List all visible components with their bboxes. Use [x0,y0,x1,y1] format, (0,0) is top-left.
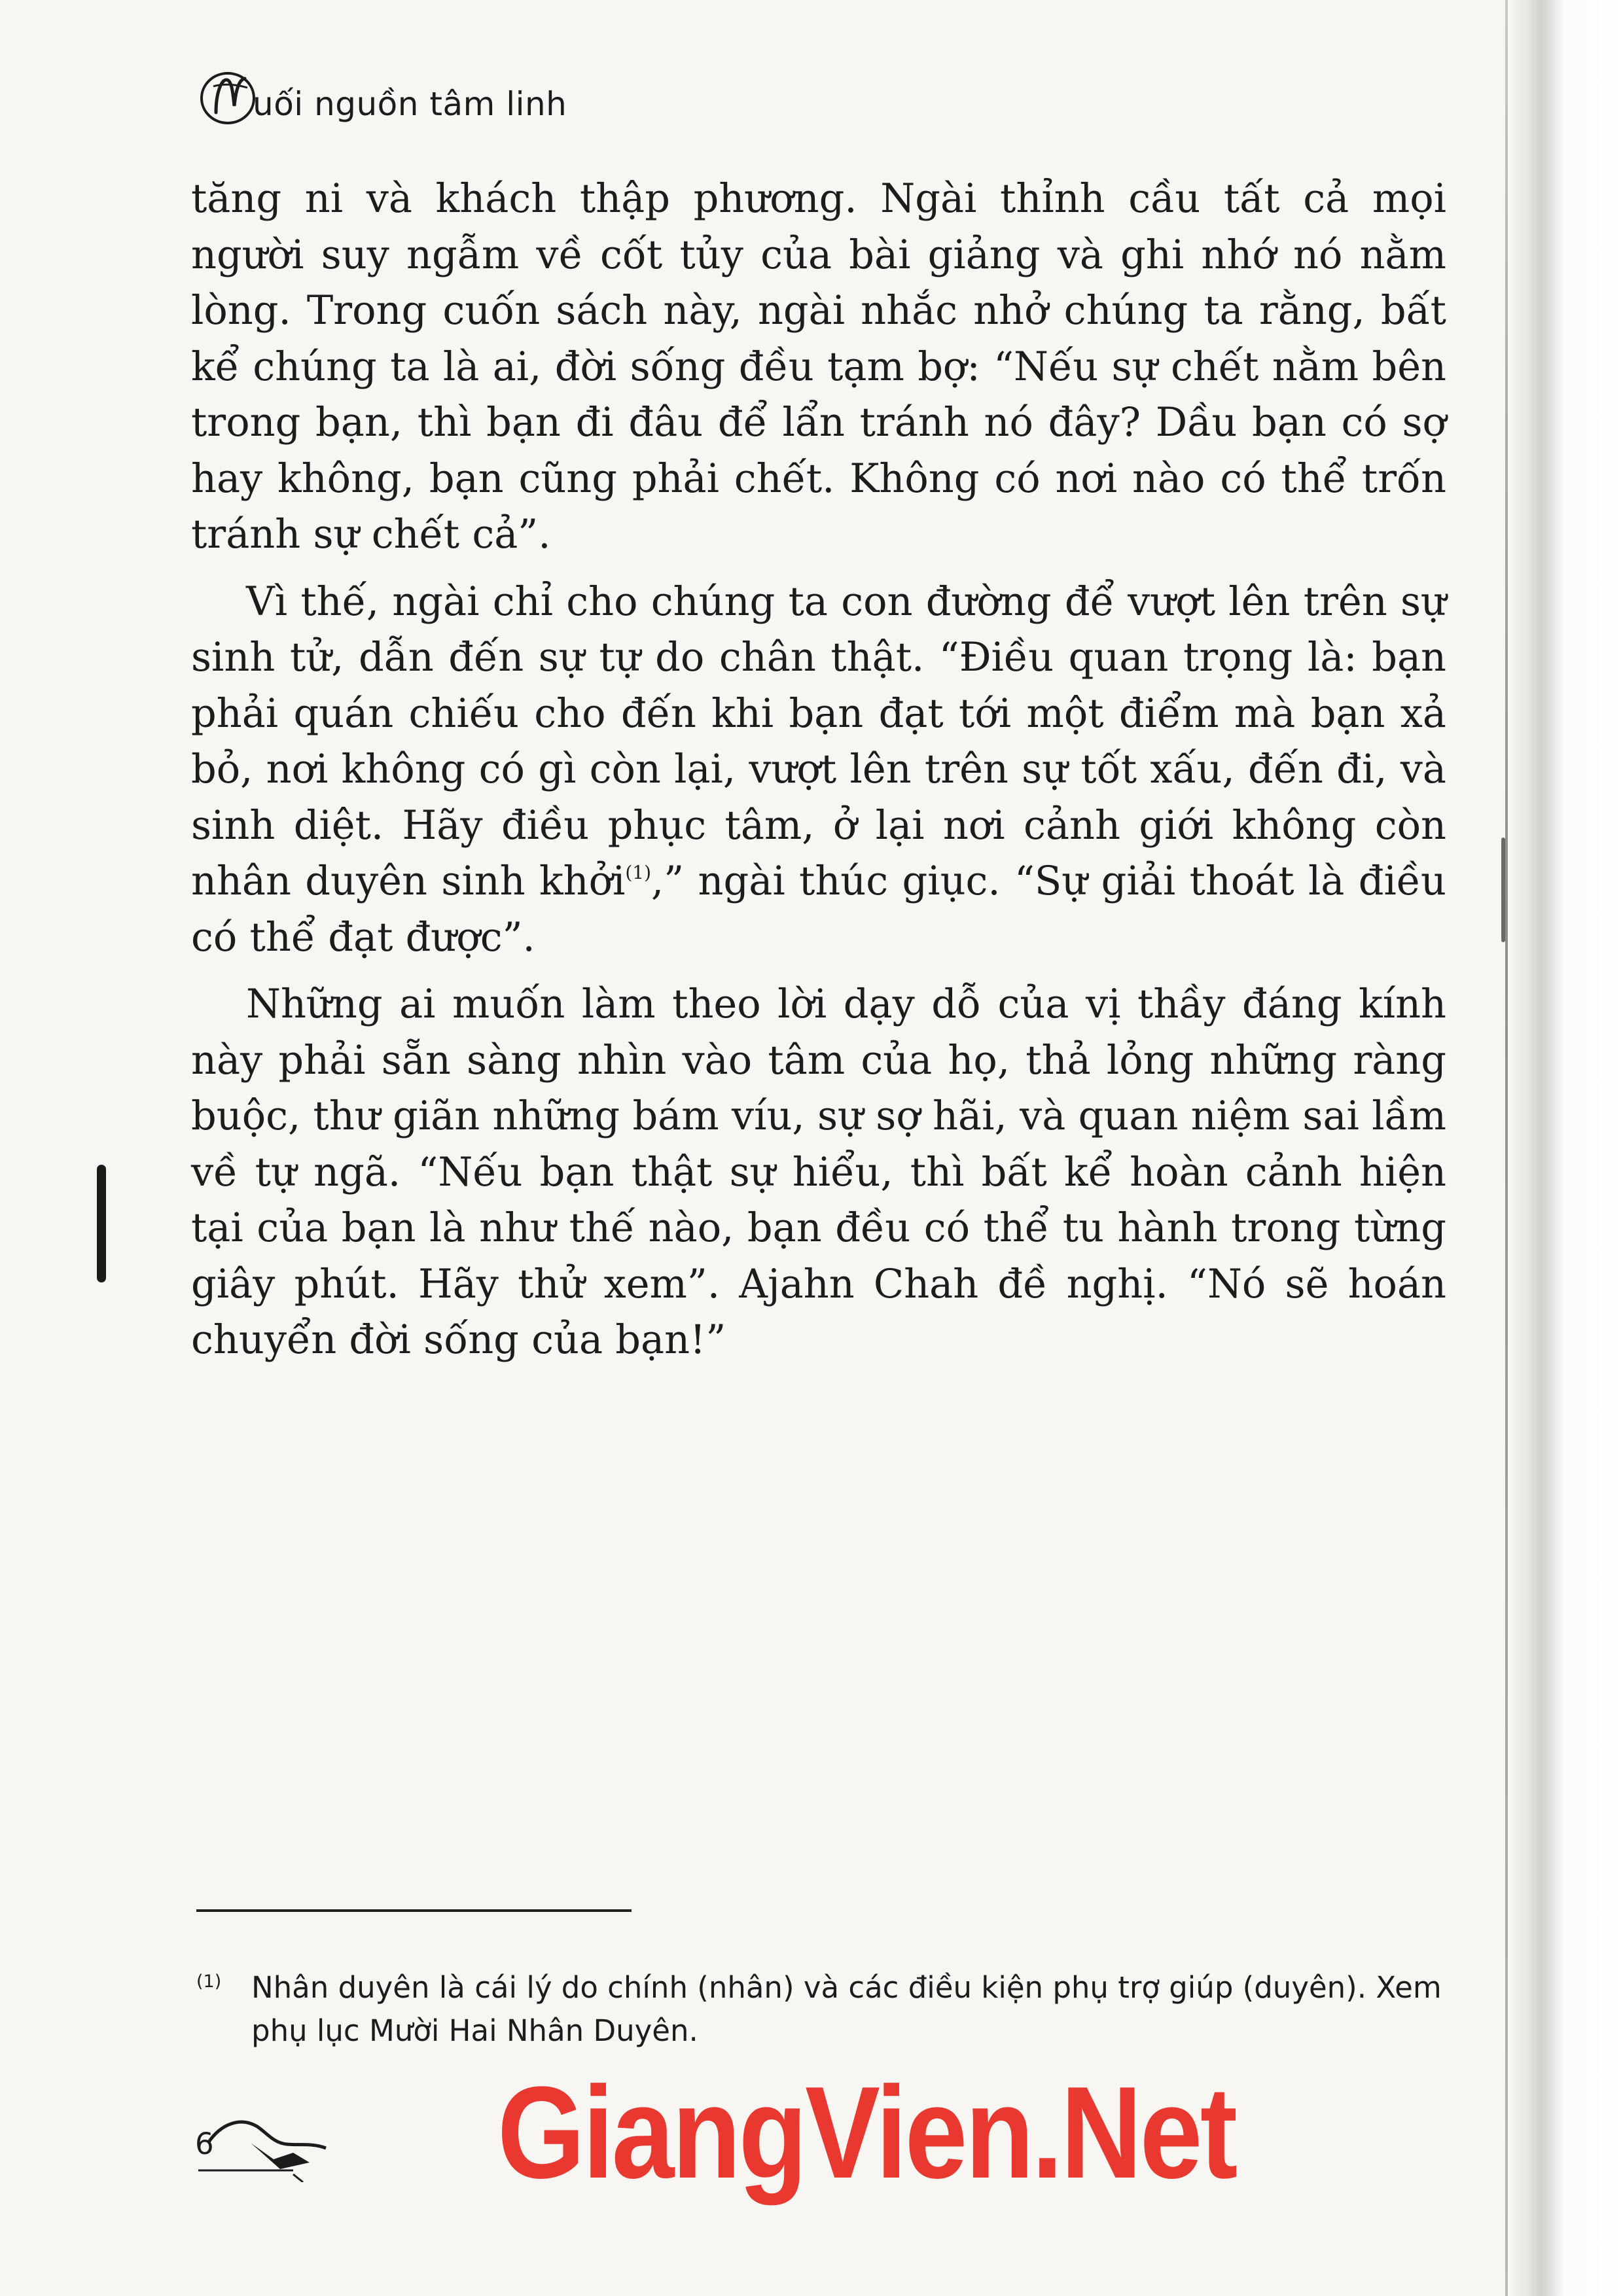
footnote-reference[interactable]: (1) [625,862,652,883]
footnote-divider [196,1909,632,1912]
paragraph-2 [191,574,1446,966]
paragraph-2-text: Vì thế, ngài chỉ cho chúng ta con đường để vượt lên trên sự sinh tử, dẫn đến sự tự do chân thật. “Điều quan trọng là: bạn phải quán chiếu cho đến khi bạn đạt tới một điểm mà bạn xả bỏ, nơi không có gì còn lại, vượt lên trên sự tốt xấu, đến đi, và sinh diệt. Hãy điều phục tâm, ở lại nơi cảnh giới không còn nhân duyên sinh khởi [191,578,1446,904]
page-binding-edge [1512,0,1623,2296]
footnote [196,1966,1446,2053]
page-body [191,171,1446,1380]
page-ornament-icon [195,2097,332,2182]
page-number: 6 [195,2127,214,2161]
watermark: GiangVien.Net [497,2060,1236,2206]
running-header [195,60,567,132]
running-header-title: uối nguồn tâm linh [253,85,567,123]
paragraph-3: Những ai muốn làm theo lời dạy dỗ của vị thầy đáng kính này phải sẵn sàng nhìn vào tâm của họ, thả lỏng những ràng buộc, thư giãn những bám víu, sự sợ hãi, và quan niệm sai lầm về tự ngã. “Nếu bạn thật sự hiểu, thì bất kể hoàn cảnh hiện tại của bạn là như thế nào, bạn đều có thể tu hành trong từng giây phút. Hãy thử xem”. Ajahn Chah đề nghị. “Nó sẽ hoán chuyển đời sống của bạn!” [191,981,1446,1363]
footnote-marker: (1) [196,1971,222,1992]
footnote-text: Nhân duyên là cái lý do chính (nhân) và các điều kiện phụ trợ giúp (duyên). Xem phụ lục Mười Hai Nhân Duyên. [251,1970,1442,2048]
paragraph-1: tăng ni và khách thập phương. Ngài thỉnh cầu tất cả mọi người suy ngẫm về cốt tủy của bài giảng và ghi nhớ nó nằm lòng. Trong cuốn sách này, ngài nhắc nhở chúng ta rằng, bất kể chúng ta là ai, đời sống đều tạm bợ: “Nếu sự chết nằm bên trong bạn, thì bạn đi đâu để lẩn tránh nó đây? Dầu bạn có sợ hay không, bạn cũng phải chết. Không có nơi nào có thể trốn tránh sự chết cả”. [191,176,1446,557]
binding-mark [1501,838,1505,942]
paragraph-2-text-end: ,” ngài thúc giục. “Sự giải thoát là điều có thể đạt được”. [191,858,1446,961]
scan-smudge [97,1165,106,1282]
binding-shadow-line [1505,0,1508,2296]
